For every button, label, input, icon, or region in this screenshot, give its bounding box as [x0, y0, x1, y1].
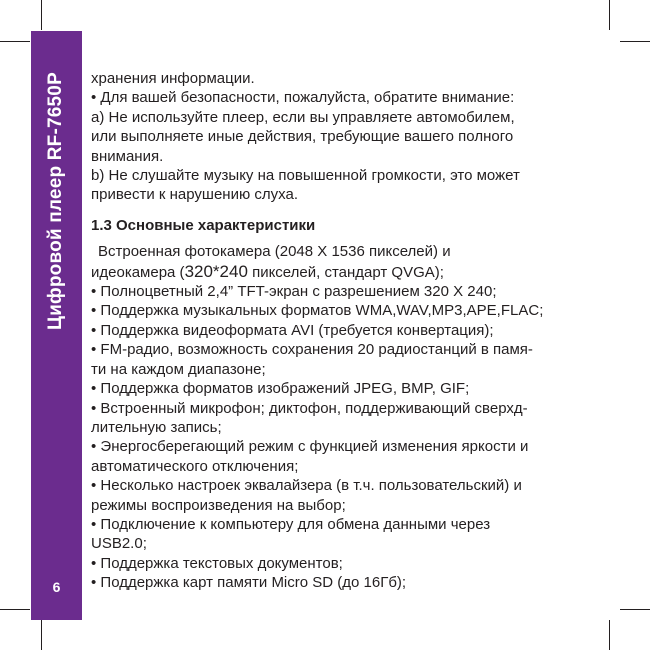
- text-line: или выполняете иные действия, требующие вашего полного: [91, 128, 514, 146]
- text-line: Встроенная фотокамера (2048 Х 1536 пикселей) и: [98, 243, 451, 261]
- crop-mark: [609, 0, 610, 30]
- sidebar-band: [31, 31, 82, 620]
- text-fragment: идеокамера (: [91, 263, 185, 281]
- bullet-line: • Энергосберегающий режим с функцией изменения яркости и: [91, 438, 529, 456]
- text-line: автоматического отключения;: [91, 457, 299, 475]
- page-number: 6: [52, 579, 61, 595]
- text-line-camera: [91, 262, 591, 282]
- text-line: ти на каждом диапазоне;: [91, 360, 266, 378]
- section-heading: 1.3 Основные характеристики: [91, 216, 316, 234]
- bullet-line: • Подключение к компьютеру для обмена данными через: [91, 515, 491, 533]
- bullet-line: • Поддержка текстовых документов;: [91, 554, 343, 572]
- text-line: привести к нарушению слуха.: [91, 186, 298, 204]
- text-fragment: пикселей, стандарт QVGA);: [247, 263, 444, 281]
- crop-mark: [620, 41, 650, 42]
- text-line: а) Не используйте плеер, если вы управляете автомобилем,: [91, 108, 515, 126]
- crop-mark: [41, 0, 42, 30]
- bullet-line: • Встроенный микрофон; диктофон, поддерживающий сверхд-: [91, 399, 528, 417]
- bullet-line: • FM-радио, возможность сохранения 20 радиостанций в памя-: [91, 341, 533, 359]
- crop-mark: [609, 620, 610, 650]
- bullet-line: • Поддержка видеоформата AVI (требуется конвертация);: [91, 321, 494, 339]
- bullet-line: • Поддержка карт памяти Micro SD (до 16Гб);: [91, 574, 407, 592]
- resolution-value: 320*240: [184, 261, 248, 281]
- crop-mark: [620, 609, 650, 610]
- text-line: хранения информации.: [91, 70, 255, 87]
- text-line: • Для вашей безопасности, пожалуйста, обратите внимание:: [91, 89, 515, 107]
- crop-mark: [0, 609, 30, 610]
- crop-mark: [41, 620, 42, 650]
- text-line: лительную запись;: [91, 418, 222, 436]
- bullet-line: • Поддержка музыкальных форматов WMA,WAV,MP3,APE,FLAC;: [91, 302, 544, 320]
- bullet-line: • Полноцветный 2,4” TFT-экран с разрешением 320 Х 240;: [91, 283, 497, 301]
- bullet-line: • Несколько настроек эквалайзера (в т.ч. пользовательский) и: [91, 477, 522, 495]
- text-line: b) Не слушайте музыку на повышенной громкости, это может: [91, 167, 520, 185]
- main-text: [91, 69, 591, 593]
- bullet-line: • Поддержка форматов изображений JPEG, BMP, GIF;: [91, 380, 470, 398]
- text-line: USB2.0;: [91, 535, 147, 553]
- sidebar-title: Цифровой плеер RF-7650P: [45, 72, 66, 330]
- crop-mark: [0, 41, 30, 42]
- text-line: режимы воспроизведения на выбор;: [91, 496, 346, 514]
- text-line: внимания.: [91, 147, 164, 165]
